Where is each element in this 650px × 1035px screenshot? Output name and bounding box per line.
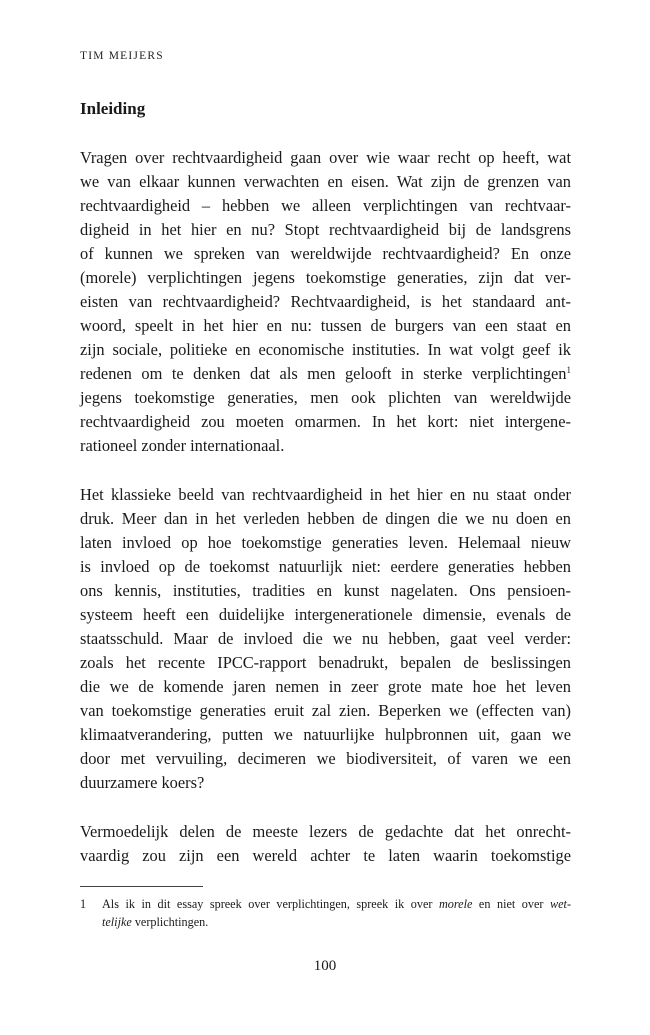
footnote-text-segment: verplichtingen. bbox=[131, 915, 209, 929]
text-line: door met vervuiling, decimeren we biodiversiteit, of varen we een bbox=[80, 749, 571, 768]
text-line: die we de komende jaren nemen in zeer grote mate hoe het leven bbox=[80, 677, 571, 696]
text-line: van toekomstige generaties eruit zal zien. Beperken we (effecten van) bbox=[80, 701, 571, 720]
text-line: ons kennis, instituties, tradities en kunst nagelaten. Ons pensioen- bbox=[80, 581, 571, 600]
footnote-number: 1 bbox=[80, 897, 87, 911]
text-line: vaardig zou zijn een wereld achter te laten waarin toekomstige bbox=[80, 846, 571, 865]
text-line: systeem heeft een duidelijke intergenerationele dimensie, evenals de bbox=[80, 605, 571, 624]
footnote bbox=[80, 895, 571, 931]
footnote-emphasis: morele bbox=[439, 897, 473, 911]
text-line: (morele) verplichtingen jegens toekomstige generaties, zijn dat ver- bbox=[80, 268, 571, 287]
footnote-line bbox=[102, 913, 571, 931]
page-number: 100 bbox=[313, 958, 337, 974]
body-text bbox=[80, 146, 571, 868]
paragraph bbox=[80, 483, 571, 795]
text-line: duurzamere koers? bbox=[80, 773, 205, 792]
text-line: rationeel zonder internationaal. bbox=[80, 436, 285, 455]
footnote-reference[interactable]: 1 bbox=[566, 365, 571, 375]
footnote-emphasis: wet- bbox=[550, 897, 571, 911]
section-title: Inleiding bbox=[80, 99, 146, 118]
text-line: zoals het recente IPCC-rapport benadrukt, bepalen de beslissingen bbox=[80, 653, 571, 672]
text-line: Het klassieke beeld van rechtvaardigheid in het hier en nu staat onder bbox=[80, 485, 571, 504]
text-line: staatsschuld. Maar de invloed die we nu hebben, gaat veel verder: bbox=[80, 629, 571, 648]
footnote-text bbox=[102, 895, 571, 931]
text-line: jegens toekomstige generaties, men ook plichten van wereldwijde bbox=[80, 388, 571, 407]
paragraph bbox=[80, 820, 571, 868]
text-line: Vragen over rechtvaardigheid gaan over wie waar recht op heeft, wat bbox=[80, 148, 571, 167]
footnote-line bbox=[102, 895, 571, 913]
footnote-emphasis: telijke bbox=[102, 915, 132, 929]
text-line: klimaatverandering, putten we natuurlijke hulpbronnen uit, gaan we bbox=[80, 725, 571, 744]
text-line: Vermoedelijk delen de meeste lezers de gedachte dat het onrecht- bbox=[80, 822, 571, 841]
text-line: druk. Meer dan in het verleden hebben de dingen die we nu doen en bbox=[80, 509, 571, 528]
text-line-with-footnote bbox=[80, 362, 571, 386]
text-line: zijn sociale, politieke en economische instituties. In wat volgt geef ik bbox=[80, 340, 571, 359]
text-line: eisten van rechtvaardigheid? Rechtvaardigheid, is het standaard ant- bbox=[80, 292, 571, 311]
paragraph bbox=[80, 146, 571, 458]
text-line: laten invloed op hoe toekomstige generaties leven. Helemaal nieuw bbox=[80, 533, 571, 552]
footnote-divider bbox=[80, 886, 203, 887]
footnote-text-segment: en niet over bbox=[472, 897, 551, 911]
text-line: digheid in het hier en nu? Stopt rechtvaardigheid bij de landsgrens bbox=[80, 220, 571, 239]
text-line: woord, speelt in het hier en nu: tussen de burgers van een staat en bbox=[80, 316, 571, 335]
text-line: of kunnen we spreken van wereldwijde rechtvaardigheid? En onze bbox=[80, 244, 571, 263]
text-line: rechtvaardigheid – hebben we alleen verplichtingen van rechtvaar- bbox=[80, 196, 571, 215]
text-line: is invloed op de toekomst natuurlijk niet: eerdere generaties hebben bbox=[80, 557, 571, 576]
text-line: we van elkaar kunnen verwachten en eisen. Wat zijn de grenzen van bbox=[80, 172, 571, 191]
running-head: TIM MEIJERS bbox=[80, 50, 164, 62]
text-line: rechtvaardigheid zou moeten omarmen. In het kort: niet intergene- bbox=[80, 412, 571, 431]
footnote-text-segment: Als ik in dit essay spreek over verplichtingen, spreek ik over bbox=[102, 897, 439, 911]
text-line: redenen om te denken dat als men gelooft in sterke verplichtingen bbox=[80, 364, 567, 383]
